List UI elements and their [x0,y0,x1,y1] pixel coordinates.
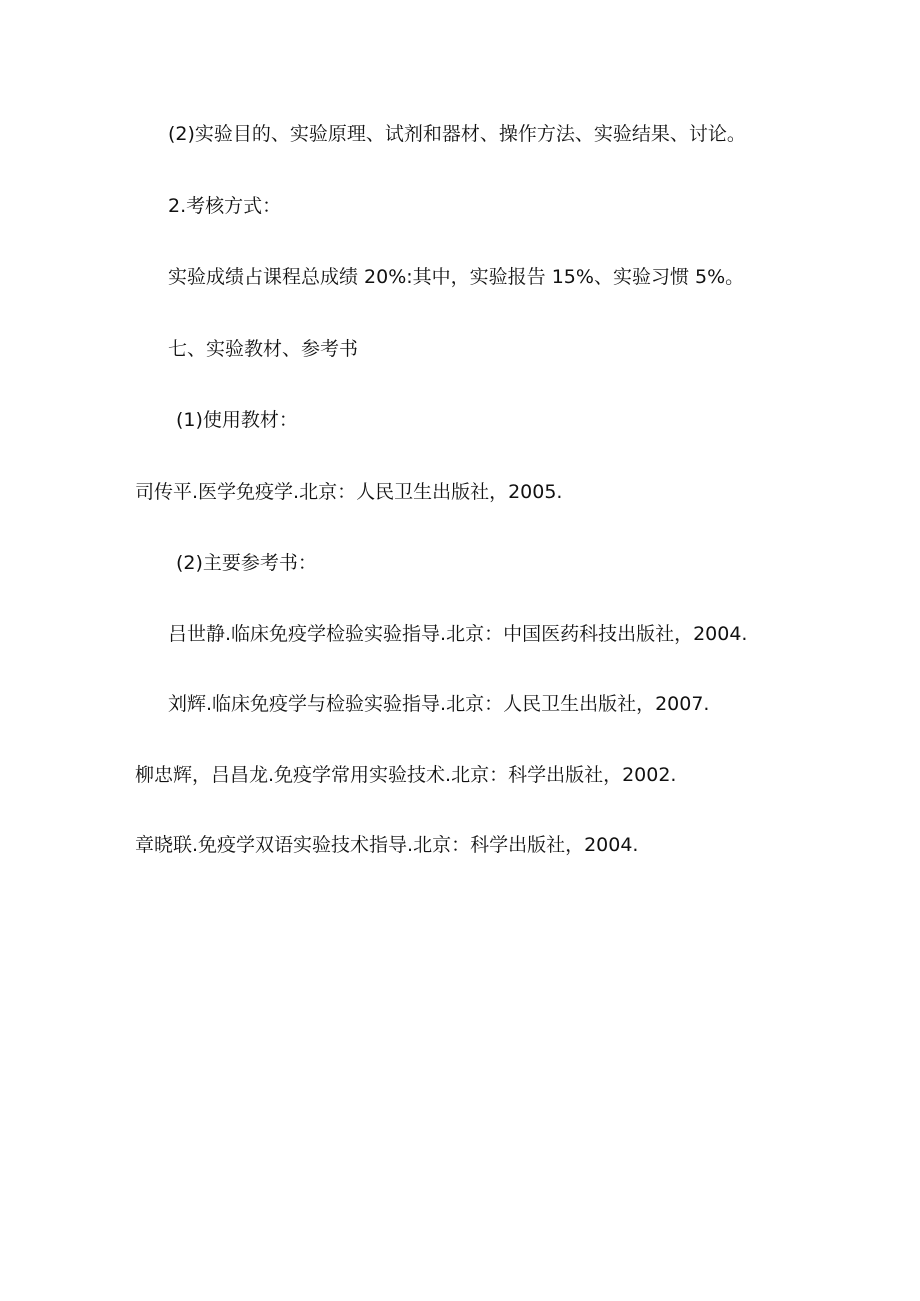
references-subheading: (2)主要参考书： [176,552,317,574]
grade-weighting-text: 实验成绩占课程总成绩 20%:其中，实验报告 15%、实验习惯 5%。 [168,266,745,288]
reference-citation: 柳忠辉，吕昌龙.免疫学常用实验技术.北京：科学出版社，2002. [135,764,677,786]
report-content-item: (2)实验目的、实验原理、试剂和器材、操作方法、实验结果、讨论。 [168,123,746,145]
reference-citation: 吕世静.临床免疫学检验实验指导.北京：中国医药科技出版社，2004. [168,623,748,645]
textbook-citation: 司传平.医学免疫学.北京：人民卫生出版社，2005. [135,481,563,503]
assessment-method-heading: 2.考核方式： [168,195,282,217]
reference-citation: 章晓联.免疫学双语实验技术指导.北京：科学出版社，2004. [135,834,639,856]
section-heading-textbooks: 七、实验教材、参考书 [168,338,359,360]
textbook-subheading: (1)使用教材： [176,409,298,431]
reference-citation: 刘辉.临床免疫学与检验实验指导.北京：人民卫生出版社，2007. [168,693,710,715]
